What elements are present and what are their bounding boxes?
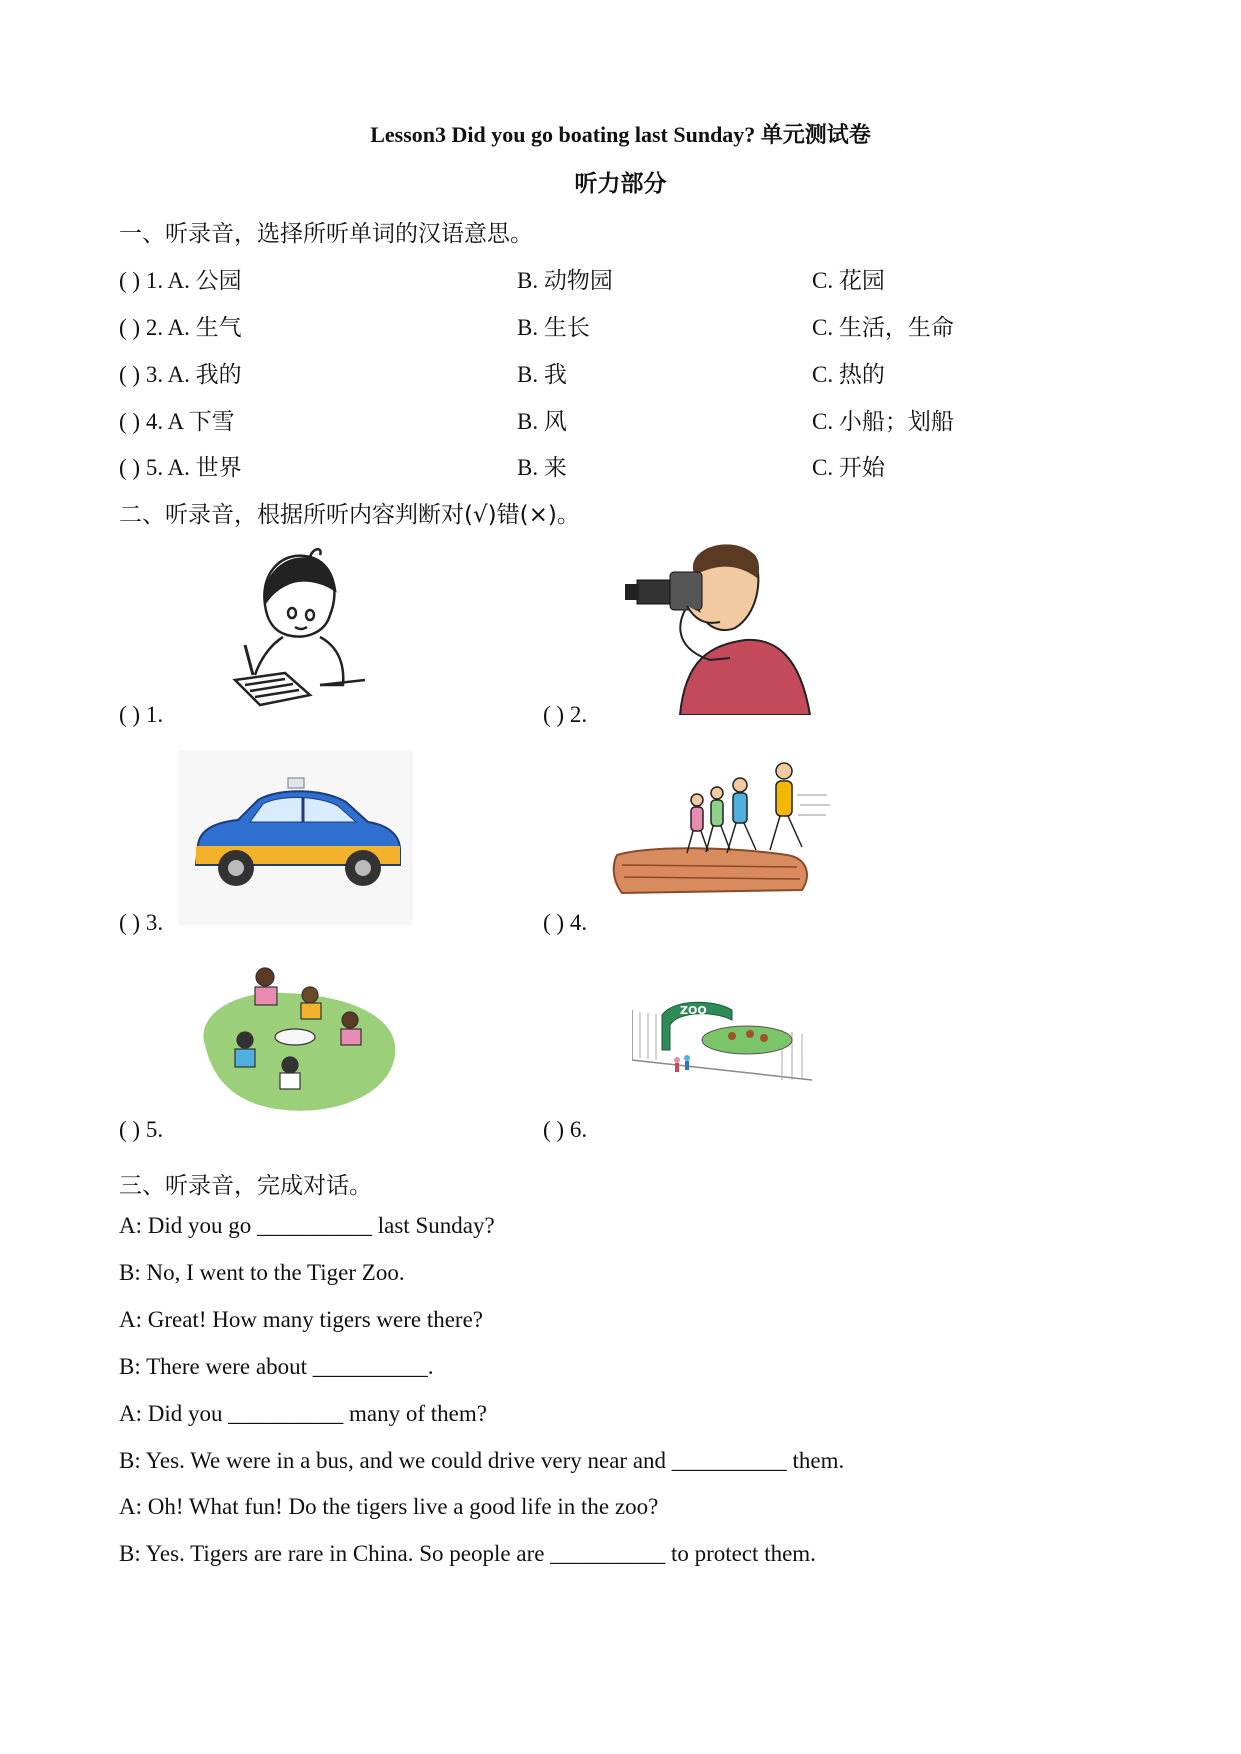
part1-item-1-a: ( ) 1. A. 公园 — [119, 268, 242, 294]
part1-item-2-c: C. 生活，生命 — [812, 315, 954, 341]
dialogue-line: B: Yes. Tigers are rare in China. So people are __________ to protect them. — [119, 1541, 816, 1566]
part2-heading: 二、听录音，根据所听内容判断对(√)错(×)。 — [119, 502, 580, 528]
boy-writing-illustration — [225, 545, 370, 715]
part1-item-1-b: B. 动物园 — [517, 268, 613, 294]
part3-heading: 三、听录音，完成对话。 — [119, 1173, 372, 1199]
dialogue-line: B: No, I went to the Tiger Zoo. — [119, 1260, 405, 1285]
part1-item-1-c: C. 花园 — [812, 268, 885, 294]
part2-picture-4-label: ( ) 4. — [543, 910, 588, 935]
dialogue-line: A: Oh! What fun! Do the tigers live a good life in the zoo? — [119, 1494, 659, 1519]
dialogue-line: A: Great! How many tigers were there? — [119, 1307, 484, 1332]
part1-item-3-c: C. 热的 — [812, 362, 885, 388]
dialogue-line: A: Did you __________ many of them? — [119, 1401, 487, 1426]
zoo-gate-illustration — [632, 1000, 812, 1095]
section-title-listening: 听力部分 — [574, 171, 667, 197]
part1-item-4-c: C. 小船；划船 — [812, 409, 954, 435]
taxi-car-illustration — [178, 750, 413, 925]
page-title: Lesson3 Did you go boating last Sunday? 单元测试卷 — [370, 122, 871, 147]
part1-item-2-a: ( ) 2. A. 生气 — [119, 315, 242, 341]
children-picnic-illustration — [195, 965, 400, 1115]
part1-item-5-a: ( ) 5. A. 世界 — [119, 455, 242, 481]
part2-picture-6-label: ( ) 6. — [543, 1117, 588, 1142]
part2-picture-1-label: ( ) 1. — [119, 702, 164, 727]
part1-heading: 一、听录音，选择所听单词的汉语意思。 — [119, 221, 533, 247]
part1-item-5-b: B. 来 — [517, 455, 567, 481]
part1-item-4-b: B. 风 — [517, 409, 567, 435]
part2-picture-2-label: ( ) 2. — [543, 702, 588, 727]
man-with-camera-illustration — [625, 540, 820, 715]
runners-race-illustration — [612, 755, 832, 900]
part2-picture-3-label: ( ) 3. — [119, 910, 164, 935]
part1-item-3-a: ( ) 3. A. 我的 — [119, 362, 242, 388]
part1-item-5-c: C. 开始 — [812, 455, 885, 481]
part1-item-4-a: ( ) 4. A 下雪 — [119, 409, 235, 435]
part1-item-3-b: B. 我 — [517, 362, 567, 388]
part1-item-2-b: B. 生长 — [517, 315, 590, 341]
dialogue-line: A: Did you go __________ last Sunday? — [119, 1213, 495, 1238]
zoo-sign-text: ZOO — [680, 1004, 707, 1017]
dialogue-line: B: There were about __________. — [119, 1354, 434, 1379]
part2-picture-5-label: ( ) 5. — [119, 1117, 164, 1142]
dialogue-line: B: Yes. We were in a bus, and we could drive very near and __________ them. — [119, 1448, 845, 1473]
